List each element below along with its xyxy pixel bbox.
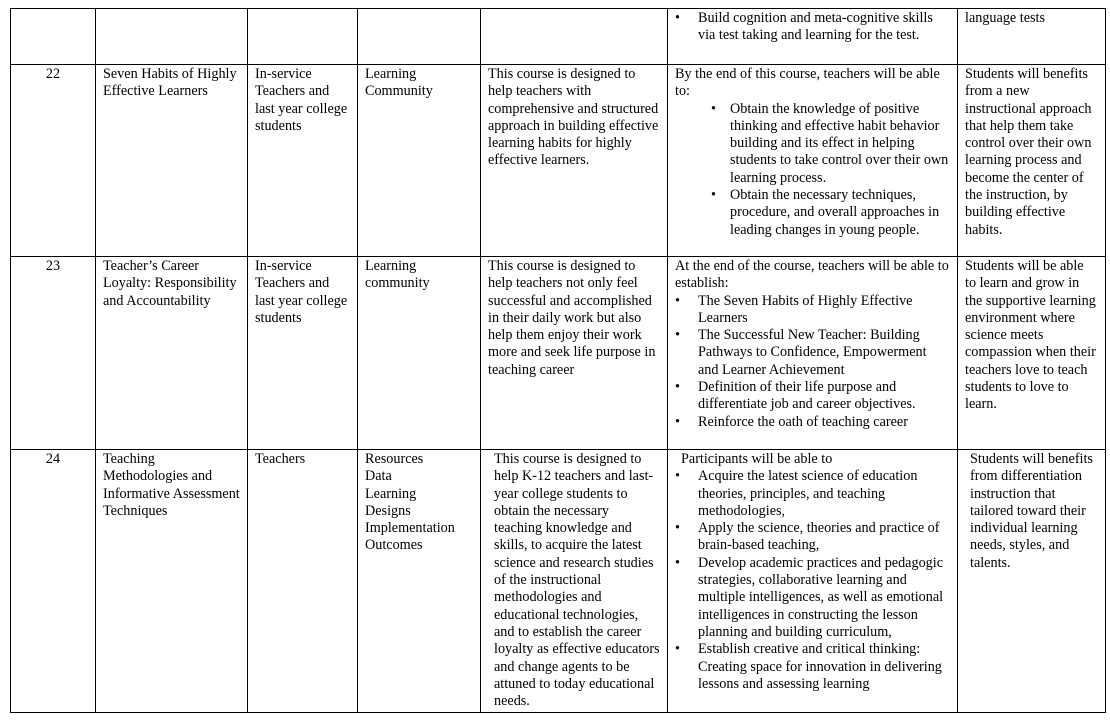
outcomes-intro: By the end of this course, teachers will be able to: [675,66,940,100]
format-line: Data [365,468,392,485]
format-cell: Learning Community [358,65,481,257]
row-number-cell: 24 [11,450,96,713]
outcomes-list [675,10,950,45]
format-line: Resources [365,451,424,467]
format-cell [358,450,481,713]
outcomes-cell [668,65,958,257]
audience-cell: In-service Teachers and last year college students [248,65,358,257]
outcomes-cell [668,450,958,713]
course-title-cell: Teaching Methodologies and Informative Assessment Techniques [96,450,248,713]
outcomes-cell [668,9,958,65]
row-number-cell: 22 [11,65,96,257]
list-item: • Definition of their life purpose and differentiate job and career objectives. [675,379,950,414]
list-item: • Apply the science, theories and practice of brain-based teaching, [675,520,950,555]
outcomes-list [675,468,950,693]
table-row [11,450,1106,713]
outcomes-list [675,293,950,431]
outcomes-intro: At the end of the course, teachers will be able to establish: [675,258,949,292]
list-item: • Obtain the necessary techniques, procedure, and overall approaches in leading changes in young people. [707,187,950,239]
audience-cell: In-service Teachers and last year college students [248,257,358,450]
course-title-cell: Seven Habits of Highly Effective Learners [96,65,248,257]
list-item: • The Seven Habits of Highly Effective Learners [675,293,950,328]
list-item: • Obtain the knowledge of positive thinking and effective habit behavior building and its effect in helping students to take control over their own learning process. [707,101,950,187]
benefit-cell: Students will be able to learn and grow in the supportive learning environment where science meets compassion when their teachers love to teach students to love to learn. [958,257,1106,450]
format-line: Learning [365,485,417,502]
format-cell [358,9,481,65]
benefit-cell: Students will benefits from differentiation instruction that tailored toward their individual learning needs, styles, and talents. [958,450,1106,713]
list-item: • Acquire the latest science of education theories, principles, and teaching methodologies, [675,468,950,520]
format-line: Implementation [365,520,455,537]
table-row [11,257,1106,450]
course-title-cell [96,9,248,65]
description-cell: This course is designed to help teachers not only feel successful and accomplished in their daily work but also help them enjoy their work more and seek life purpose in teaching career [481,257,668,450]
table-row [11,9,1106,65]
audience-cell: Teachers [248,450,358,713]
outcomes-list [675,101,950,239]
format-line: Outcomes [365,537,423,554]
list-item: • Reinforce the oath of teaching career [675,414,950,431]
table-row [11,65,1106,257]
format-cell: Learning community [358,257,481,450]
list-item: • The Successful New Teacher: Building Pathways to Confidence, Empowerment and Learner Achievement [675,327,950,379]
benefit-cell: Students will benefits from a new instructional approach that help them take control over their own learning process and become the center of the instruction, by building effective habits. [958,65,1106,257]
outcomes-intro: Participants will be able to [681,451,833,467]
list-item: • Establish creative and critical thinking: Creating space for innovation in delivering lessons and assessing learning [675,641,950,693]
row-number-cell [11,9,96,65]
course-title-cell: Teacher’s Career Loyalty: Responsibility and Accountability [96,257,248,450]
benefit-cell: language tests [958,9,1106,65]
list-item: • Build cognition and meta-cognitive skills via test taking and learning for the test. [675,10,950,45]
description-cell: This course is designed to help K-12 teachers and last-year college students to obtain the necessary teaching knowledge and skills, to acquire the latest science and research studies of the instructional methodologies and educational technologies, and to establish the career loyalty as effective educators and change agents to be attuned to today educational needs. [481,450,668,713]
list-item: • Develop academic practices and pedagogic strategies, collaborative learning and multiple intelligences, as well as emotional intelligences in constructing the lesson planning and building curriculum, [675,555,950,641]
format-line: Designs [365,502,411,519]
outcomes-cell [668,257,958,450]
description-cell: This course is designed to help teachers with comprehensive and structured approach in building effective learning habits for highly effective learners. [481,65,668,257]
description-cell [481,9,668,65]
course-table [10,8,1106,713]
row-number-cell: 23 [11,257,96,450]
audience-cell [248,9,358,65]
